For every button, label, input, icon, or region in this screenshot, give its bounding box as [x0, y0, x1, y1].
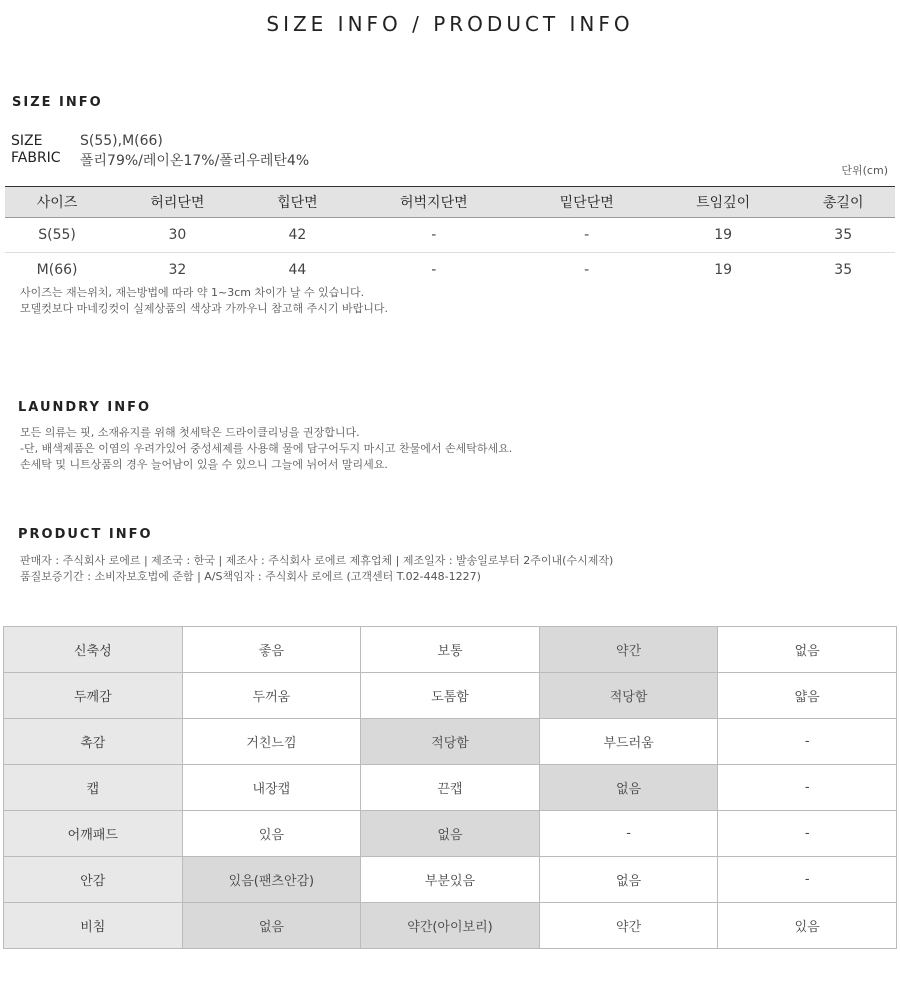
- table-cell: -: [349, 218, 518, 253]
- column-header: 허리단면: [109, 187, 245, 218]
- property-option: -: [718, 719, 897, 765]
- column-header: 밑단단면: [518, 187, 654, 218]
- laundry-text: [20, 425, 512, 473]
- property-name: 촉감: [4, 719, 183, 765]
- fabric-value: 폴리79%/레이온17%/폴리우레탄4%: [80, 153, 310, 169]
- property-option: 있음(팬츠안감): [182, 857, 361, 903]
- property-option: 없음: [539, 765, 718, 811]
- fabric-label: FABRIC: [11, 150, 61, 166]
- property-option: 거친느낌: [182, 719, 361, 765]
- property-option: 없음: [539, 857, 718, 903]
- table-cell: 44: [288, 262, 307, 278]
- property-option: 두꺼움: [182, 673, 361, 719]
- table-cell: 19: [714, 262, 733, 278]
- table-cell: 35: [791, 218, 895, 253]
- property-option: 약간: [539, 627, 718, 673]
- table-cell: 42: [246, 218, 350, 253]
- property-name: 비침: [4, 903, 183, 949]
- property-option: 약간: [539, 903, 718, 949]
- unit-label: 단위(cm): [841, 164, 888, 177]
- property-option: 있음: [182, 811, 361, 857]
- laundry-info-heading: LAUNDRY INFO: [18, 400, 152, 415]
- property-option: 좋음: [182, 627, 361, 673]
- property-option: 내장캡: [182, 765, 361, 811]
- property-name: 안감: [4, 857, 183, 903]
- size-value: S(55),M(66): [80, 133, 163, 149]
- column-header: 총길이: [791, 187, 895, 218]
- table-row: [5, 218, 895, 253]
- property-option: 적당함: [361, 719, 540, 765]
- property-option: -: [718, 811, 897, 857]
- product-info-heading: PRODUCT INFO: [18, 527, 153, 542]
- property-option: 있음: [718, 903, 897, 949]
- property-option: 적당함: [539, 673, 718, 719]
- table-cell: 19: [655, 218, 791, 253]
- property-name: 신축성: [4, 627, 183, 673]
- table-cell: -: [584, 262, 590, 278]
- size-notes: [20, 285, 388, 317]
- column-header: 트임깊이: [655, 187, 791, 218]
- laundry-line: 손세탁 및 니트상품의 경우 늘어남이 있을 수 있으니 그늘에 뉘어서 말리세요.: [20, 458, 388, 471]
- property-row: [4, 765, 897, 811]
- table-row: [5, 253, 895, 288]
- table-cell: 30: [109, 218, 245, 253]
- property-option: 약간(아이보리): [361, 903, 540, 949]
- column-header: 허벅지단면: [349, 187, 518, 218]
- table-cell: S(55): [5, 218, 109, 253]
- size-label: SIZE: [11, 133, 43, 149]
- property-option: 끈캡: [361, 765, 540, 811]
- property-row: [4, 627, 897, 673]
- property-name: 어깨패드: [4, 811, 183, 857]
- property-option: 얇음: [718, 673, 897, 719]
- property-option: 부드러움: [539, 719, 718, 765]
- property-name: 캡: [4, 765, 183, 811]
- column-header: 힙단면: [246, 187, 350, 218]
- column-header: 사이즈: [5, 187, 109, 218]
- property-option: 없음: [182, 903, 361, 949]
- property-option: -: [718, 765, 897, 811]
- table-cell: -: [518, 218, 654, 253]
- size-note: 사이즈는 재는위치, 재는방법에 따라 약 1~3cm 차이가 날 수 있습니다.: [20, 286, 365, 299]
- property-name: 두께감: [4, 673, 183, 719]
- property-option: -: [718, 857, 897, 903]
- page-title: SIZE INFO / PRODUCT INFO: [266, 12, 634, 36]
- product-text: [20, 553, 613, 585]
- product-line: 품질보증기간 : 소비자보호법에 준함 | A/S책임자 : 주식회사 로에르 (고객센터 T.02-448-1227): [20, 570, 481, 583]
- size-info-heading: SIZE INFO: [12, 95, 103, 110]
- property-row: [4, 903, 897, 949]
- property-option: 없음: [718, 627, 897, 673]
- property-option: 없음: [361, 811, 540, 857]
- size-table-header: [5, 187, 895, 218]
- property-row: [4, 719, 897, 765]
- property-option: 도톰함: [361, 673, 540, 719]
- property-row: [4, 673, 897, 719]
- laundry-line: -단, 배색제품은 이염의 우려가있어 중성세제를 사용해 물에 담구어두지 마시고 찬물에서 손세탁하세요.: [20, 442, 513, 455]
- property-option: 부분있음: [361, 857, 540, 903]
- property-row: [4, 811, 897, 857]
- size-note: 모델컷보다 마네킹컷이 실제상품의 색상과 가까우니 참고해 주시기 바랍니다.: [20, 302, 389, 315]
- property-row: [4, 857, 897, 903]
- property-option: 보통: [361, 627, 540, 673]
- property-option: -: [539, 811, 718, 857]
- product-line: 판매자 : 주식회사 로에르 | 제조국 : 한국 | 제조사 : 주식회사 로에르 제휴업체 | 제조일자 : 발송일로부터 2주이내(수시제작): [20, 554, 614, 567]
- table-cell: M(66): [36, 262, 78, 278]
- table-cell: 35: [834, 262, 853, 278]
- laundry-line: 모든 의류는 핏, 소재유지를 위해 첫세탁은 드라이클리닝을 권장합니다.: [20, 426, 360, 439]
- size-table: [5, 186, 895, 287]
- property-table: [3, 626, 897, 949]
- table-cell: 32: [168, 262, 187, 278]
- table-cell: -: [431, 262, 437, 278]
